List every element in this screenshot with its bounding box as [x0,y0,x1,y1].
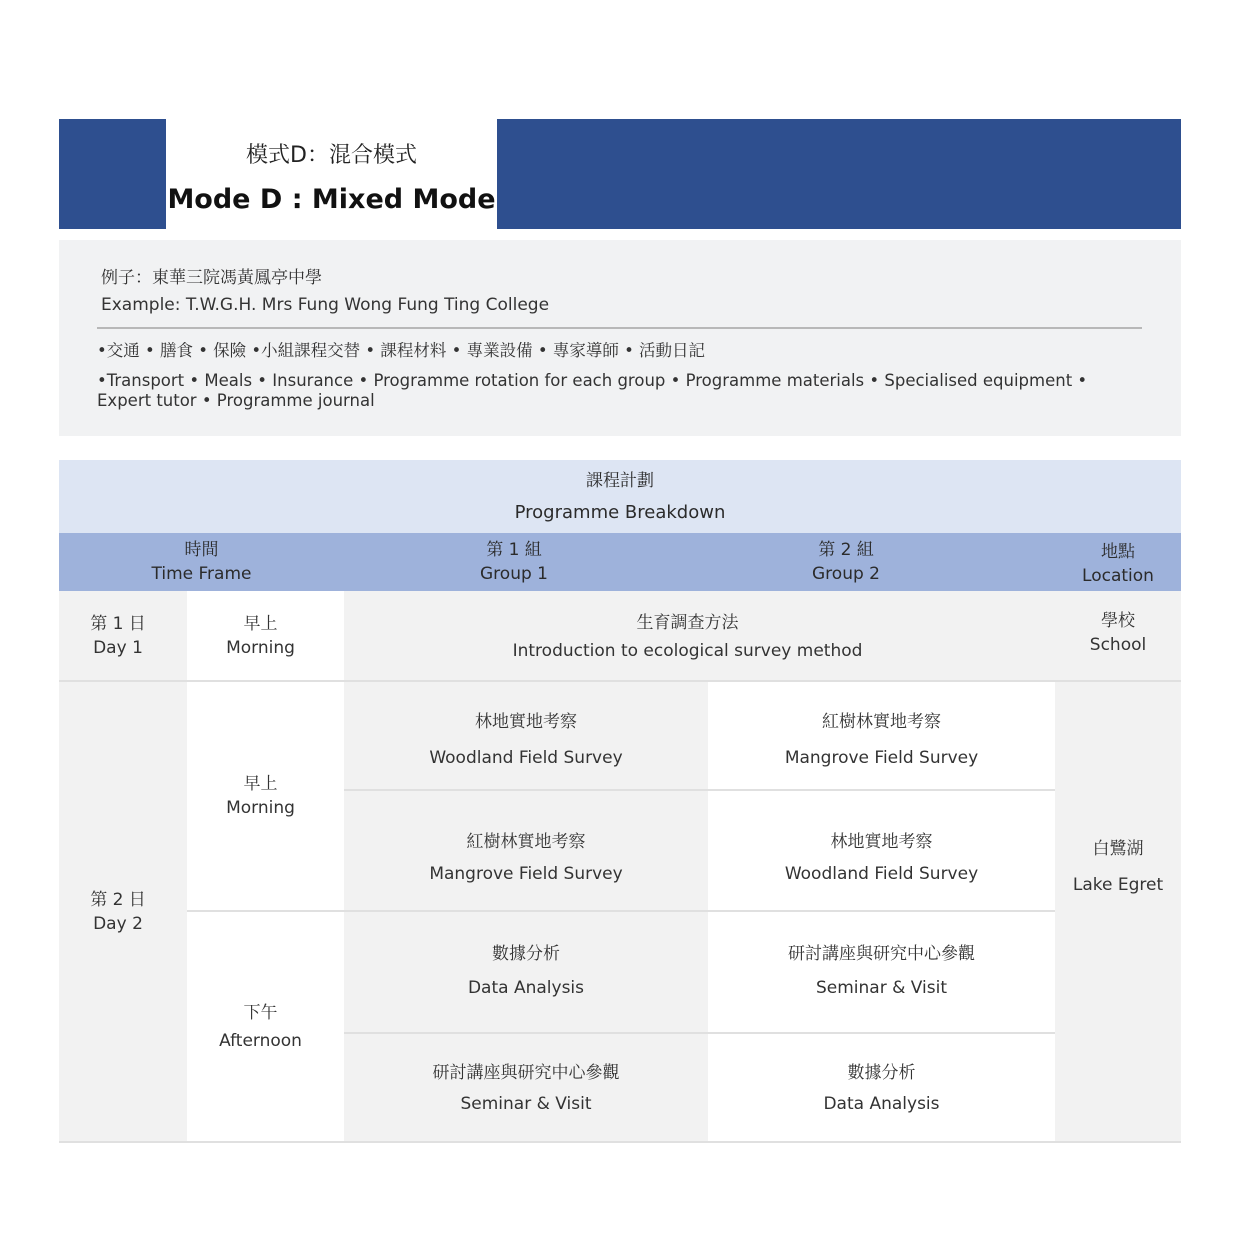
activity-en: Woodland Field Survey [429,748,623,768]
day2-label [59,682,177,1142]
day2-row3-group2 [708,931,1055,1011]
day1-slot-zh: 早上 [243,613,278,634]
day1-label-en: Day 1 [93,637,143,658]
activity-en: Data Analysis [467,978,585,998]
services-chinese: •交通 • 膳食 • 保險 •小組課程交替 • 課程材料 • 專業設備 • 專家導師 • 活動日記 [97,341,706,360]
day1-location-zh: 學校 [1101,611,1135,631]
day2-label-zh: 第 2 日 [90,890,146,910]
day2-morning-en: Morning [226,798,295,818]
day2-row3-group1 [344,931,708,1011]
day1-slot-en: Morning [226,637,295,658]
day2-label-en: Day 2 [93,914,143,934]
day2-morning-zh: 早上 [243,774,278,794]
activity-zh: 研討講座與研究中心參觀 [432,1062,620,1083]
column-header-group2 [676,537,1016,587]
column-header-time-zh: 時間 [184,540,219,560]
day2-morning-slot [187,682,334,910]
activity-zh: 林地實地考察 [830,832,933,852]
table-bottom-border [59,1141,1181,1143]
programme-title-english: Programme Breakdown [514,501,726,523]
activity-zh: 紅樹林實地考察 [822,712,941,732]
activity-zh: 數據分析 [847,1062,916,1083]
mode-title-chinese: 模式D：混合模式 [246,143,417,168]
header-right-block [497,119,1181,229]
day2-row2-group2 [708,818,1055,898]
day2-location-en: Lake Egret [1072,875,1164,895]
activity-zh: 研討講座與研究中心參觀 [788,944,975,964]
example-label-english: Example: T.W.G.H. Mrs Fung Wong Fung Ting College [101,295,550,315]
day2-row1-group1 [344,700,708,780]
header-left-block [59,119,166,229]
day2-location-zh: 白鷺湖 [1092,839,1144,859]
services-english: •Transport • Meals • Insurance • Programme rotation for each group • Programme materials • Specialised equipment • Expert tutor • Programme journal [97,371,1088,410]
column-header-group2-en: Group 2 [812,564,880,584]
column-header-group1-zh: 第 1 組 [486,540,542,560]
day2-location [1055,682,1181,1052]
day1-label [59,591,177,680]
day2-row4-group1 [344,1048,708,1128]
day2-afternoon-slot [187,912,334,1141]
column-header-location-en: Location [1082,566,1154,586]
example-divider [97,327,1142,329]
day1-location [1055,593,1181,673]
column-header-group2-zh: 第 2 組 [818,540,874,560]
day1-activity [344,597,1031,677]
day2-afternoon-en: Afternoon [219,1030,302,1051]
day2-row4-group2 [708,1048,1055,1128]
programme-title-chinese: 課程計劃 [586,470,654,491]
example-label-chinese: 例子：東華三院馮黃鳳亭中學 [101,268,322,288]
column-header-location-zh: 地點 [1101,542,1135,562]
activity-zh: 林地實地考察 [475,712,577,732]
column-header-group1-en: Group 1 [480,564,548,584]
mode-title-english: Mode D : Mixed Mode [167,184,496,215]
day2-row2-group1 [344,818,708,898]
programme-header [59,460,1181,533]
column-header-group1 [344,537,684,587]
day2-row3-separator [344,1032,1055,1034]
day1-slot [187,591,334,680]
activity-en: Woodland Field Survey [784,864,979,884]
column-header-time [59,537,344,587]
day1-activity-zh: 生育調查方法 [636,613,739,633]
day2-row1-separator [344,789,1055,791]
activity-en: Mangrove Field Survey [429,864,623,884]
activity-en: Data Analysis [823,1093,940,1114]
day2-row1-group2 [708,700,1055,780]
activity-en: Seminar & Visit [460,1093,592,1114]
activity-zh: 紅樹林實地考察 [466,832,586,852]
day1-location-en: School [1089,635,1147,655]
day1-label-zh: 第 1 日 [90,613,146,634]
day2-afternoon-zh: 下午 [243,1002,278,1023]
day1-activity-en: Introduction to ecological survey method [512,641,863,661]
activity-en: Mangrove Field Survey [784,748,979,768]
activity-zh: 數據分析 [492,944,560,964]
column-header-time-en: Time Frame [151,564,252,584]
activity-en: Seminar & Visit [815,978,947,998]
column-header-location [1055,539,1181,589]
